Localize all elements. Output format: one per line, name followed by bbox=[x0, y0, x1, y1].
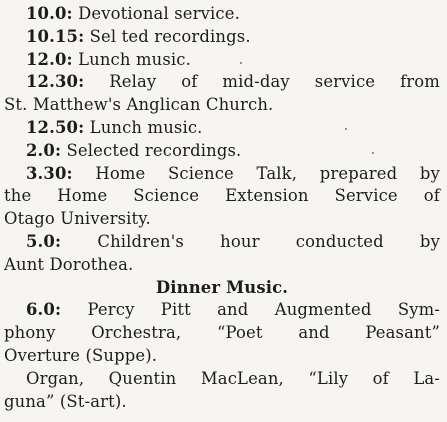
entry-text: Children's hour conducted by bbox=[97, 231, 440, 251]
entry-time: 10.0: bbox=[26, 4, 73, 23]
programme-entry bbox=[4, 163, 440, 186]
entry-continuation: Otago University. bbox=[4, 209, 151, 229]
entry-text: Devotional service. bbox=[78, 4, 240, 23]
section-heading: Dinner Music. bbox=[155, 277, 289, 297]
entry-time: 2.0: bbox=[26, 140, 62, 160]
programme-entry bbox=[4, 140, 440, 163]
entry-continuation: guna” (St-art). bbox=[4, 391, 127, 411]
print-speck bbox=[372, 152, 374, 154]
entry-time: 5.0: bbox=[26, 231, 62, 251]
entry-text: Percy Pitt and Augmented Sym- bbox=[87, 300, 440, 320]
programme-entry bbox=[4, 3, 440, 26]
programme-column bbox=[4, 3, 440, 413]
dinner-entry bbox=[4, 299, 440, 322]
entry-continuation: phony Orchestra, “Poet and Peasant” bbox=[4, 323, 440, 343]
entry-text: Lunch music. bbox=[78, 49, 191, 69]
programme-entry bbox=[4, 49, 440, 72]
entry-text: Selected recordings. bbox=[66, 140, 242, 160]
entry-time: 6.0: bbox=[26, 300, 62, 320]
dinner-entry bbox=[4, 368, 440, 391]
entry-time: 12.30: bbox=[26, 72, 85, 92]
entry-continuation: the Home Science Extension Service of bbox=[4, 186, 440, 206]
programme-entry bbox=[4, 71, 440, 94]
programme-entry bbox=[4, 231, 440, 254]
entry-time: 12.50: bbox=[26, 117, 85, 137]
entry-continuation: St. Matthew's Anglican Church. bbox=[4, 95, 274, 115]
programme-entry bbox=[4, 26, 440, 49]
entry-text: Lunch music. bbox=[89, 117, 203, 137]
print-speck bbox=[345, 128, 347, 130]
entry-text: Home Science Talk, prepared by bbox=[95, 163, 440, 183]
entry-time: 12.0: bbox=[26, 49, 73, 69]
entry-text: Relay of mid-day service from bbox=[109, 72, 440, 92]
print-speck bbox=[240, 62, 242, 64]
entry-continuation: Overture (Suppe). bbox=[4, 345, 158, 365]
programme-entry bbox=[4, 117, 440, 140]
entry-text: Organ, Quentin MacLean, “Lily of La- bbox=[26, 368, 440, 388]
entry-text: Sel ted recordings. bbox=[89, 26, 251, 46]
entry-continuation: Aunt Dorothea. bbox=[4, 254, 134, 274]
entry-time: 10.15: bbox=[26, 26, 85, 46]
entry-time: 3.30: bbox=[26, 163, 73, 183]
